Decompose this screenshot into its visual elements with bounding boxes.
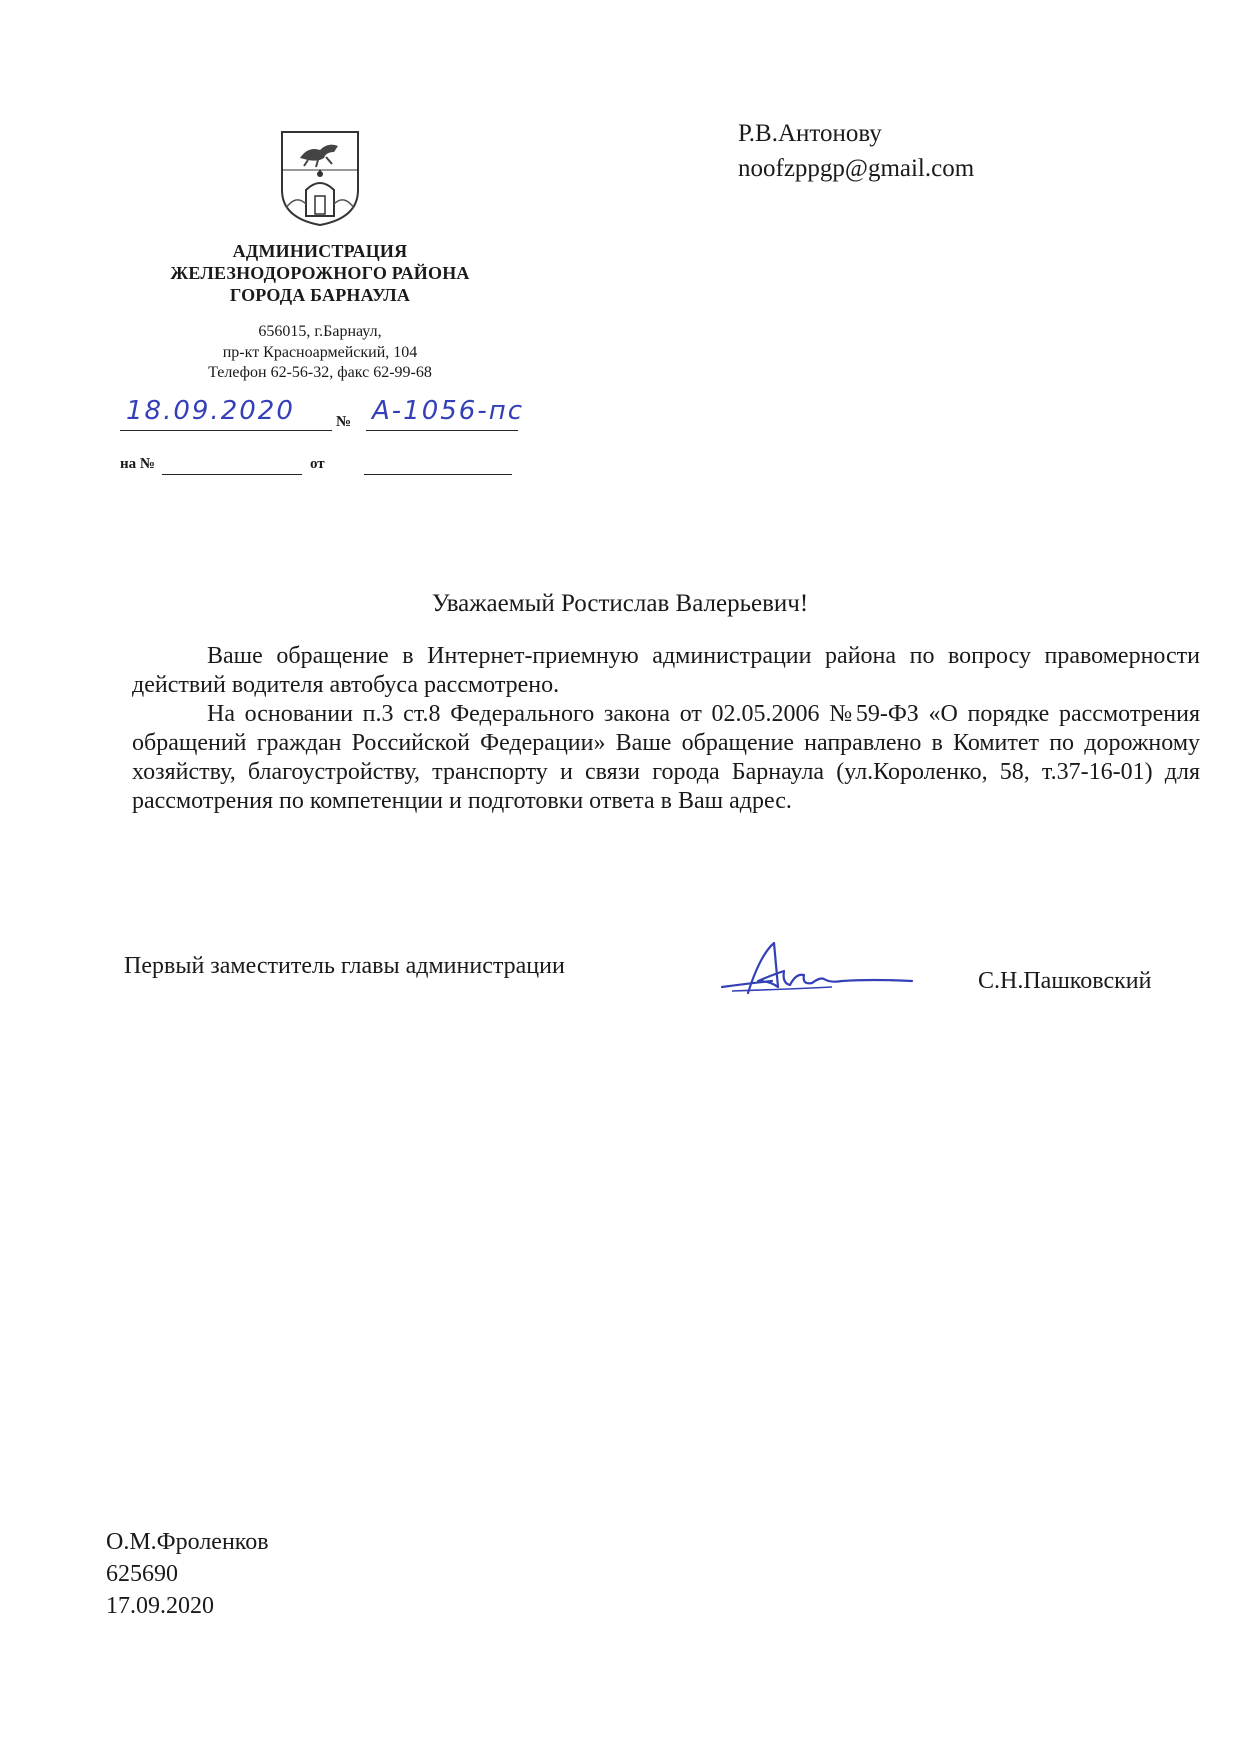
registration-row <box>120 396 525 438</box>
reply-reference-row <box>120 456 520 486</box>
org-name-line: ГОРОДА БАРНАУЛА <box>229 285 411 305</box>
reply-number-underline <box>162 474 302 475</box>
org-name-line: АДМИНИСТРАЦИЯ <box>232 241 408 261</box>
outgoing-date: 18.09.2020 <box>126 396 295 426</box>
body-paragraph: На основании п.3 ст.8 Федерального закона от 02.05.2006 №59-ФЗ «О порядке рассмотрения обращений граждан Российской Федерации» Ваше обращение направлено в Комитет по дорожному хозяйству, благоустройству, транспорту и связи города Барнаула (ул.Короленко, 58, т.37-16-01) для рассмотрения по компетенции и подготовки ответа в Ваш адрес. <box>132 701 1200 814</box>
address-line: Телефон 62-56-32, факс 62-99-68 <box>208 364 432 381</box>
executor-block <box>106 1526 269 1622</box>
reply-date-underline <box>364 474 512 475</box>
signer-position: Первый заместитель главы администрации <box>124 953 565 979</box>
body-paragraph: Ваше обращение в Интернет-приемную администрации района по вопросу правомерности действий водителя автобуса рассмотрено. <box>132 643 1200 698</box>
reply-number-label: на № <box>120 456 155 472</box>
address-line: 656015, г.Барнаул, <box>258 323 382 340</box>
handwritten-signature <box>712 935 922 1005</box>
reply-from-label: от <box>310 456 325 472</box>
number-underline <box>366 430 518 431</box>
barnaul-coat-of-arms-icon <box>278 128 362 228</box>
recipient-email: noofzppgp@gmail.com <box>738 155 975 182</box>
executor-date: 17.09.2020 <box>106 1593 214 1619</box>
greeting: Уважаемый Ростислав Валерьевич! <box>431 590 809 617</box>
recipient-name: Р.В.Антонову <box>738 120 882 147</box>
number-label: № <box>336 414 352 430</box>
organization-name <box>130 240 510 306</box>
address-line: пр-кт Красноармейский, 104 <box>222 343 418 361</box>
org-name-line: ЖЕЛЕЗНОДОРОЖНОГО РАЙОНА <box>170 263 470 283</box>
recipient-block <box>738 116 974 186</box>
executor-phone: 625690 <box>106 1561 178 1587</box>
date-underline <box>120 430 332 431</box>
executor-name: О.М.Фроленков <box>106 1529 269 1555</box>
organization-address <box>130 322 510 384</box>
signer-name: С.Н.Пашковский <box>978 968 1152 994</box>
outgoing-number: А-1056-пс <box>372 396 525 426</box>
letter-body <box>132 642 1200 816</box>
